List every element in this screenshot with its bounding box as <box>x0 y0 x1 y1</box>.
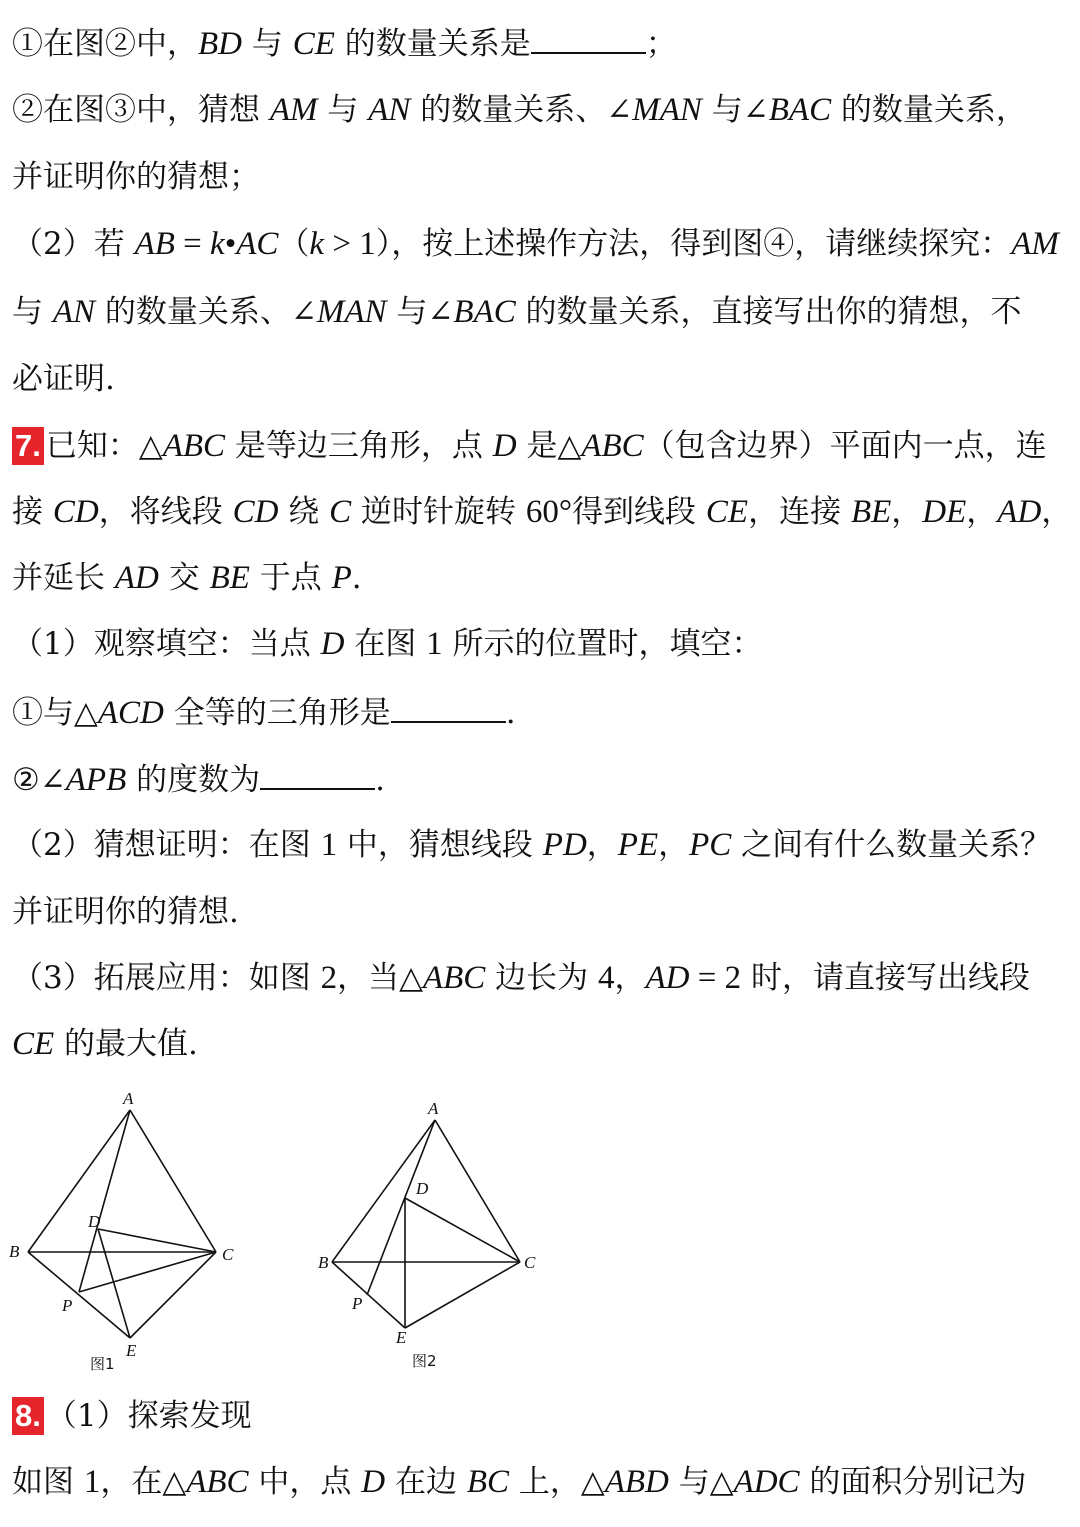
math-text: CE <box>705 494 749 530</box>
math-text: > 1 <box>324 226 376 262</box>
segment-CE <box>405 1262 520 1328</box>
math-text: PD <box>542 827 587 863</box>
math-text: k <box>309 226 325 262</box>
math-text: CD <box>232 494 279 530</box>
text: 交 <box>158 560 210 596</box>
geometry-figures <box>0 1085 560 1380</box>
text: 如图 <box>12 1464 84 1500</box>
point-label-P: P <box>62 1296 73 1315</box>
math-text: 2 <box>724 960 742 996</box>
text: 已知：△ <box>45 428 163 464</box>
text: 中，点 <box>248 1464 362 1500</box>
math-text: ABD <box>604 1464 669 1500</box>
math-text: BAC <box>453 294 516 330</box>
text: 并延长 <box>12 560 115 596</box>
text: ， <box>614 960 646 996</box>
math-text: BE <box>850 494 892 530</box>
text: 的数量关系是 <box>334 26 531 62</box>
answer-blank[interactable] <box>531 22 646 54</box>
q7-line-5 <box>12 691 1072 733</box>
text: ，在△ <box>100 1464 187 1500</box>
q6-line-4 <box>12 224 1072 264</box>
q7-line-4 <box>12 624 1072 664</box>
math-text: APB <box>65 762 127 798</box>
point-label-D: D <box>88 1212 101 1231</box>
math-text: AM <box>1011 226 1059 262</box>
q6-line-1 <box>12 22 1072 64</box>
text: （ <box>278 226 310 262</box>
math-text: DE <box>922 494 967 530</box>
question-number-badge: 8. <box>12 1397 44 1435</box>
text: 的最大值. <box>54 1026 198 1062</box>
text: ①与△ <box>12 695 98 731</box>
q7-line-7 <box>12 825 1072 865</box>
text: ， <box>1041 494 1073 530</box>
math-text: = <box>689 960 725 996</box>
text: 所示的位置时，填空： <box>442 626 763 662</box>
point-label-P: P <box>352 1294 363 1313</box>
math-text: BE <box>209 560 250 596</box>
math-text: AN <box>368 92 411 128</box>
text: ， <box>891 494 923 530</box>
q7-line-1 <box>12 426 1072 466</box>
point-label-A: A <box>428 1099 439 1118</box>
math-text: 1 <box>83 1464 101 1500</box>
text: 接 <box>12 494 53 530</box>
text: 中，猜想线段 <box>337 827 543 863</box>
text: 的面积分别记为 <box>799 1464 1027 1500</box>
math-text: BC <box>466 1464 509 1500</box>
math-text: k <box>210 226 225 262</box>
answer-blank[interactable] <box>260 758 375 790</box>
text: 与△ <box>668 1464 734 1500</box>
text: （包含边界）平面内一点，连 <box>643 428 1047 464</box>
math-text: BD <box>198 26 242 62</box>
math-text: PE <box>617 827 659 863</box>
text: 的数量关系， <box>831 92 1027 128</box>
text: 与 <box>242 26 293 62</box>
segment-AP <box>79 1110 130 1292</box>
q7-line-8: 并证明你的猜想. <box>12 894 239 930</box>
q7-line-3 <box>12 558 1072 598</box>
text: ， <box>658 827 690 863</box>
text: 与 <box>12 294 53 330</box>
q7-line-2 <box>12 492 1072 532</box>
text: （1）观察填空：当点 <box>12 626 321 662</box>
text: ， <box>966 494 998 530</box>
math-text: CD <box>52 494 99 530</box>
math-text: CE <box>12 1026 55 1062</box>
math-text: ABC <box>422 960 486 996</box>
question-number-badge: 7. <box>12 427 44 465</box>
text: 的数量关系、∠ <box>95 294 317 330</box>
q8-line-2 <box>12 1462 1072 1502</box>
math-text: 60° <box>525 494 573 530</box>
q7-line-9 <box>12 958 1072 998</box>
segment-BE <box>332 1262 405 1328</box>
text: 之间有什么数量关系？ <box>731 827 1052 863</box>
text: 是△ <box>516 428 582 464</box>
math-text: ADC <box>733 1464 800 1500</box>
math-text: CE <box>292 26 335 62</box>
text: 得到线段 <box>572 494 706 530</box>
math-text: ABC <box>162 428 226 464</box>
text: ，当△ <box>337 960 423 996</box>
text: 绕 <box>278 494 330 530</box>
point-label-D: D <box>416 1179 429 1198</box>
segment-AC <box>435 1120 520 1262</box>
math-text: D <box>320 626 345 662</box>
text: 于点 <box>249 560 332 596</box>
segment-DE <box>98 1229 130 1338</box>
text: . <box>505 695 516 731</box>
segment-AP <box>367 1120 435 1295</box>
point-label-E: E <box>126 1341 137 1360</box>
point-label-C: C <box>222 1245 234 1264</box>
math-text: ACD <box>97 695 164 731</box>
text: （2）猜想证明：在图 <box>12 827 321 863</box>
text: （3）拓展应用：如图 <box>12 960 321 996</box>
point-label-A: A <box>123 1089 134 1108</box>
text: ②在图③中，猜想 <box>12 92 270 128</box>
math-text: AD <box>645 960 690 996</box>
text: ②∠ <box>12 762 66 798</box>
math-text: AM <box>269 92 318 128</box>
segment-DC <box>405 1198 520 1262</box>
text: （1）探索发现 <box>45 1398 252 1434</box>
text: ，将线段 <box>98 494 233 530</box>
math-text: • <box>224 226 237 262</box>
math-text: C <box>329 494 352 530</box>
text: 的度数为 <box>126 762 261 798</box>
text: 边长为 <box>485 960 598 996</box>
q8-line-1 <box>12 1396 1072 1436</box>
segment-BE <box>28 1252 130 1338</box>
math-text: MAN <box>316 294 387 330</box>
text: 的数量关系，直接写出你的猜想，不 <box>515 294 1022 330</box>
math-text: AB <box>134 226 175 262</box>
math-text: PC <box>689 827 732 863</box>
figure-1 <box>28 1110 216 1338</box>
text: ①在图②中， <box>12 26 198 62</box>
math-text: AC <box>236 226 279 262</box>
figure-1-caption: 图1 <box>90 1355 115 1373</box>
math-text: MAN <box>632 92 702 128</box>
q6-line-2 <box>12 90 1072 130</box>
math-text: AD <box>114 560 159 596</box>
q7-line-10 <box>12 1024 1072 1064</box>
text: 逆时针旋转 <box>351 494 526 530</box>
text: 与 <box>317 92 369 128</box>
text: 全等的三角形是 <box>163 695 391 731</box>
text: . <box>375 762 385 798</box>
math-text: D <box>492 428 517 464</box>
segment-DC <box>98 1229 216 1252</box>
text: 在图 <box>344 626 427 662</box>
math-text: P <box>331 560 352 596</box>
math-text: AN <box>52 294 96 330</box>
math-text: 1 <box>426 626 443 662</box>
math-text: 2 <box>320 960 338 996</box>
segment-AB <box>28 1110 130 1252</box>
q6-line-3: 并证明你的猜想； <box>12 159 260 195</box>
answer-blank[interactable] <box>391 691 506 723</box>
math-text: 1 <box>320 827 338 863</box>
text: 在边 <box>385 1464 467 1500</box>
math-text: = <box>174 226 211 262</box>
text: 的数量关系、∠ <box>410 92 633 128</box>
math-text: AD <box>997 494 1042 530</box>
text: 时，请直接写出线段 <box>741 960 1030 996</box>
text: 与∠ <box>386 294 454 330</box>
q6-line-5 <box>12 292 1072 332</box>
figure-2-caption: 图2 <box>412 1352 437 1370</box>
math-text: BAC <box>768 92 832 128</box>
text: 是等边三角形，点 <box>225 428 493 464</box>
text: ， <box>586 827 618 863</box>
q7-line-6 <box>12 758 1072 800</box>
text: 上，△ <box>508 1464 605 1500</box>
point-label-B: B <box>9 1242 20 1261</box>
math-text: ABC <box>186 1464 249 1500</box>
text: ），按上述操作方法，得到图④，请继续探究： <box>375 226 1012 262</box>
text: . <box>351 560 362 596</box>
text: （2）若 <box>12 226 135 262</box>
text: 与∠ <box>701 92 769 128</box>
text: ，连接 <box>748 494 851 530</box>
text: ； <box>645 26 677 62</box>
math-text: D <box>361 1464 386 1500</box>
math-text: ABC <box>581 428 644 464</box>
segment-AC <box>130 1110 216 1252</box>
q6-line-6: 必证明. <box>12 361 115 397</box>
point-label-C: C <box>524 1253 536 1272</box>
point-label-B: B <box>318 1253 329 1272</box>
math-text: 4 <box>597 960 615 996</box>
point-label-E: E <box>396 1328 407 1347</box>
